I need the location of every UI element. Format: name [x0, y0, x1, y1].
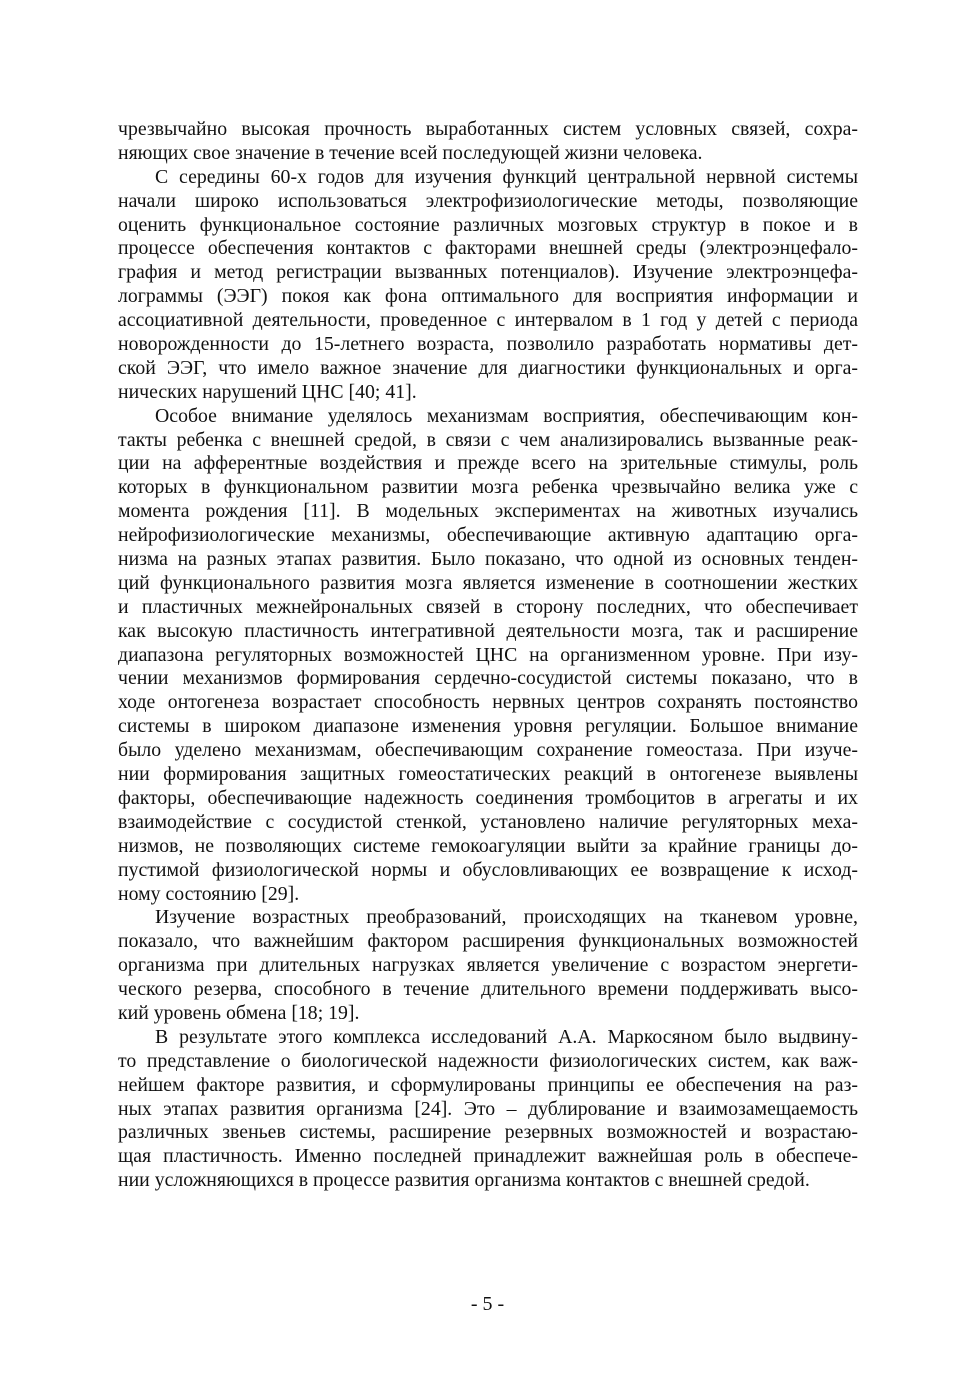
text-line: начали широко использоваться электрофизиологические методы, позволяющие: [118, 189, 858, 212]
text-line: В результате этого комплекса исследований А.А. Маркосяном было выдвину-: [155, 1025, 858, 1048]
text-line: новорожденности до 15-летнего возраста, позволило разработать нормативы дет-: [118, 333, 858, 356]
text-line: системы в широком диапазоне изменения уровня регуляции. Большое внимание: [118, 715, 858, 738]
text-line: низма на разных этапах развития. Было показано, что одной из основных тенден-: [118, 548, 858, 571]
text-line: лограммы (ЭЭГ) покоя как фона оптимального для восприятия информации и: [118, 285, 858, 308]
text-line: организма при длительных нагрузках является увеличение с возрастом энергети-: [118, 954, 858, 977]
text-line: щая пластичность. Именно последней принадлежит важнейшая роль в обеспече-: [118, 1145, 858, 1168]
text-line: ному состоянию [29].: [118, 882, 300, 905]
text-line: ных этапах развития организма [24]. Это – дублирование и взаимозамещаемость: [118, 1097, 858, 1120]
text-line: ции на афферентные воздействия и прежде всего на зрительные стимулы, роль: [118, 452, 858, 475]
text-line: было уделено механизмам, обеспечивающим сохранение гомеостаза. При изуче-: [118, 739, 858, 762]
text-line: различных звеньев системы, расширение резервных возможностей и возрастаю-: [118, 1121, 858, 1144]
text-line: чрезвычайно высокая прочность выработанных систем условных связей, сохра-: [118, 118, 858, 140]
text-line: оценить функциональное состояние различных мозговых структур в покое и в: [118, 213, 858, 236]
page-number: - 5 -: [470, 1293, 505, 1315]
text-line: диапазона регуляторных возможностей ЦНС на организменном уровне. При изу-: [118, 643, 858, 666]
text-line: то представление о биологической надежности физиологических систем, как важ-: [118, 1049, 858, 1072]
text-line: ческого резерва, способного в течение длительного времени поддерживать высо-: [118, 978, 858, 1001]
paragraph: [118, 1026, 858, 1193]
text-line: ций функционального развития мозга является изменение в соотношении жестких: [118, 571, 858, 594]
text-line: показало, что важнейшим фактором расширения функциональных возможностей: [118, 930, 858, 953]
text-line: пустимой физиологической нормы и обусловливающих ее возвращение к исход-: [118, 858, 858, 881]
text-line: низмов, не позволяющих системе гемокоагуляции выйти за крайние границы до-: [118, 834, 858, 857]
text-line: нии формирования защитных гомеостатических реакций в онтогенезе выявлены: [118, 763, 858, 786]
text-line: Изучение возрастных преобразований, происходящих на тканевом уровне,: [155, 906, 858, 929]
text-line: момента рождения [11]. В модельных экспериментах на животных изучались: [118, 500, 858, 523]
paragraph: [118, 166, 858, 405]
text-line: ассоциативной деятельности, проведенное с интервалом в 1 год у детей с периода: [118, 309, 858, 332]
paragraph: [118, 118, 858, 166]
text-line: ходе онтогенеза возрастает способность нервных центров сохранять постоянство: [118, 691, 858, 714]
text-line: как высокую пластичность интегративной деятельности мозга, так и расширение: [118, 619, 858, 642]
paragraph: [118, 405, 858, 907]
text-line: и пластичных межнейрональных связей в сторону последних, что обеспечивает: [118, 595, 858, 618]
text-line: нейшем факторе развития, и сформулированы принципы ее обеспечения на раз-: [118, 1073, 858, 1096]
text-line: графия и метод регистрации вызванных потенциалов). Изучение электроэнцефа-: [118, 261, 858, 284]
text-line: взаимодействие с сосудистой стенкой, установлено наличие регуляторных меха-: [118, 810, 858, 833]
text-line: которых в функциональном развитии мозга ребенка чрезвычайно велика уже с: [118, 476, 858, 499]
text-line: Особое внимание уделялось механизмам восприятия, обеспечивающим кон-: [155, 404, 858, 427]
text-line: процессе обеспечения контактов с факторами внешней среды (электроэнцефало-: [118, 237, 858, 260]
text-line: няющих свое значение в течение всей последующей жизни человека.: [118, 141, 703, 164]
text-line: нейрофизиологические механизмы, обеспечивающие активную адаптацию орга-: [118, 524, 858, 547]
body-text: [118, 118, 858, 1193]
text-line: С середины 60-х годов для изучения функций центральной нервной системы: [155, 165, 858, 188]
text-line: чении механизмов формирования сердечно-сосудистой системы показано, что в: [118, 667, 858, 690]
paragraph: [118, 906, 858, 1025]
text-line: такты ребенка с внешней средой, в связи с чем анализировались вызванные реак-: [118, 428, 858, 451]
text-line: нии усложняющихся в процессе развития организма контактов с внешней средой.: [118, 1169, 810, 1192]
text-line: ской ЭЭГ, что имело важное значение для диагностики функциональных и орга-: [118, 356, 858, 379]
text-line: факторы, обеспечивающие надежность соединения тромбоцитов в агрегаты и их: [118, 786, 858, 809]
text-line: кий уровень обмена [18; 19].: [118, 1001, 360, 1024]
text-line: нических нарушений ЦНС [40; 41].: [118, 380, 417, 403]
